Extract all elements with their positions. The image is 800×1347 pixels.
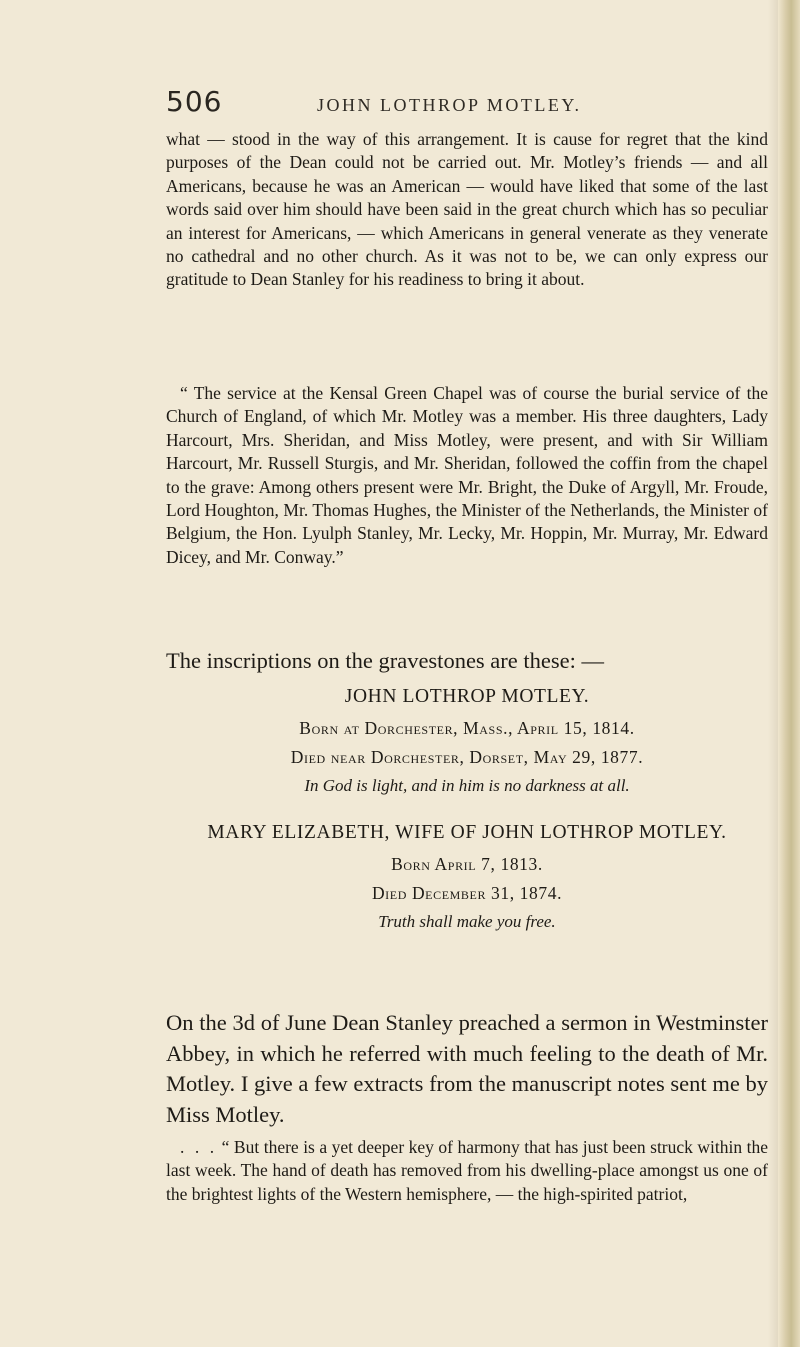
paragraph-text bbox=[166, 1136, 768, 1206]
inscription-1 bbox=[166, 686, 768, 796]
inscription-died: Died December 31, 1874. bbox=[371, 883, 563, 903]
paragraph-text: “ The service at the Kensal Green Chapel was of course the burial service of the Church of England, of which Mr. Motley was a member. His three daughters, Lady Harcourt, Mrs. Sheridan, and Miss Motley, were present, and with Sir William Harcourt, Mr. Russell Sturgis, and Mr. Sheridan, followed the coffin from the chapel to the grave: Among others present were Mr. Bright, the Duke of Argyll, Mr. Froude, Lord Houghton, Mr. Thomas Hughes, the Minister of the Netherlands, the Minister of Belgium, the Hon. Lyulph Stanley, Mr. Lecky, Mr. Hoppin, Mr. Murray, Mr. Edward Dicey, and Mr. Conway.” bbox=[166, 383, 768, 567]
paragraph-text: The inscriptions on the gravestones are these: — bbox=[166, 648, 605, 673]
inscription-died: Died near Dorchester, Dorset, May 29, 1877. bbox=[290, 747, 644, 767]
page-gutter-shadow bbox=[768, 0, 778, 1347]
inscription-2 bbox=[166, 822, 768, 932]
inscription-motto: Truth shall make you free. bbox=[378, 912, 556, 931]
quote-text: “ But there is a yet deeper key of harmony that has just been struck within the last week. The hand of death has removed from his dwelling-place amongst us one of the brightest lights of the Western hemisphere, — the high-spirited patriot, bbox=[166, 1137, 769, 1204]
paragraph-continuation bbox=[166, 128, 768, 292]
inscriptions-intro bbox=[166, 646, 768, 677]
page-number: 506 bbox=[166, 85, 223, 118]
inscription-name: JOHN LOTHROP MOTLEY. bbox=[344, 686, 590, 707]
paragraph-sermon bbox=[166, 1008, 768, 1130]
paragraph-text: On the 3d of June Dean Stanley preached a sermon in Westminster Abbey, in which he referred with much feeling to the death of Mr. Motley. I give a few extracts from the manuscript notes sent me by Miss Motley. bbox=[166, 1010, 768, 1127]
inscription-born: Born April 7, 1813. bbox=[391, 854, 543, 874]
inscription-motto: In God is light, and in him is no darkness at all. bbox=[304, 776, 630, 795]
inscription-name: MARY ELIZABETH, WIFE OF JOHN LOTHROP MOTLEY. bbox=[207, 822, 727, 843]
quoted-paragraph-service bbox=[166, 382, 768, 569]
ellipsis: . . . bbox=[180, 1137, 218, 1157]
paragraph-text: what — stood in the way of this arrangement. It is cause for regret that the kind purposes of the Dean could not be carried out. Mr. Motley’s friends — and all Americans, because he was an American — would have liked that some of the last words said over him should have been said in the great church which has so peculiar an interest for Americans, — which Americans in general venerate as they venerate no cathedral and no other church. As it was not to be, we can only express our gratitude to Dean Stanley for his readiness to bring it about. bbox=[166, 129, 768, 290]
quoted-paragraph-sermon bbox=[166, 1136, 768, 1206]
running-head: JOHN LOTHROP MOTLEY. bbox=[317, 95, 582, 115]
inscription-born: Born at Dorchester, Mass., April 15, 1814. bbox=[299, 718, 635, 738]
book-spine-edge bbox=[778, 0, 800, 1347]
